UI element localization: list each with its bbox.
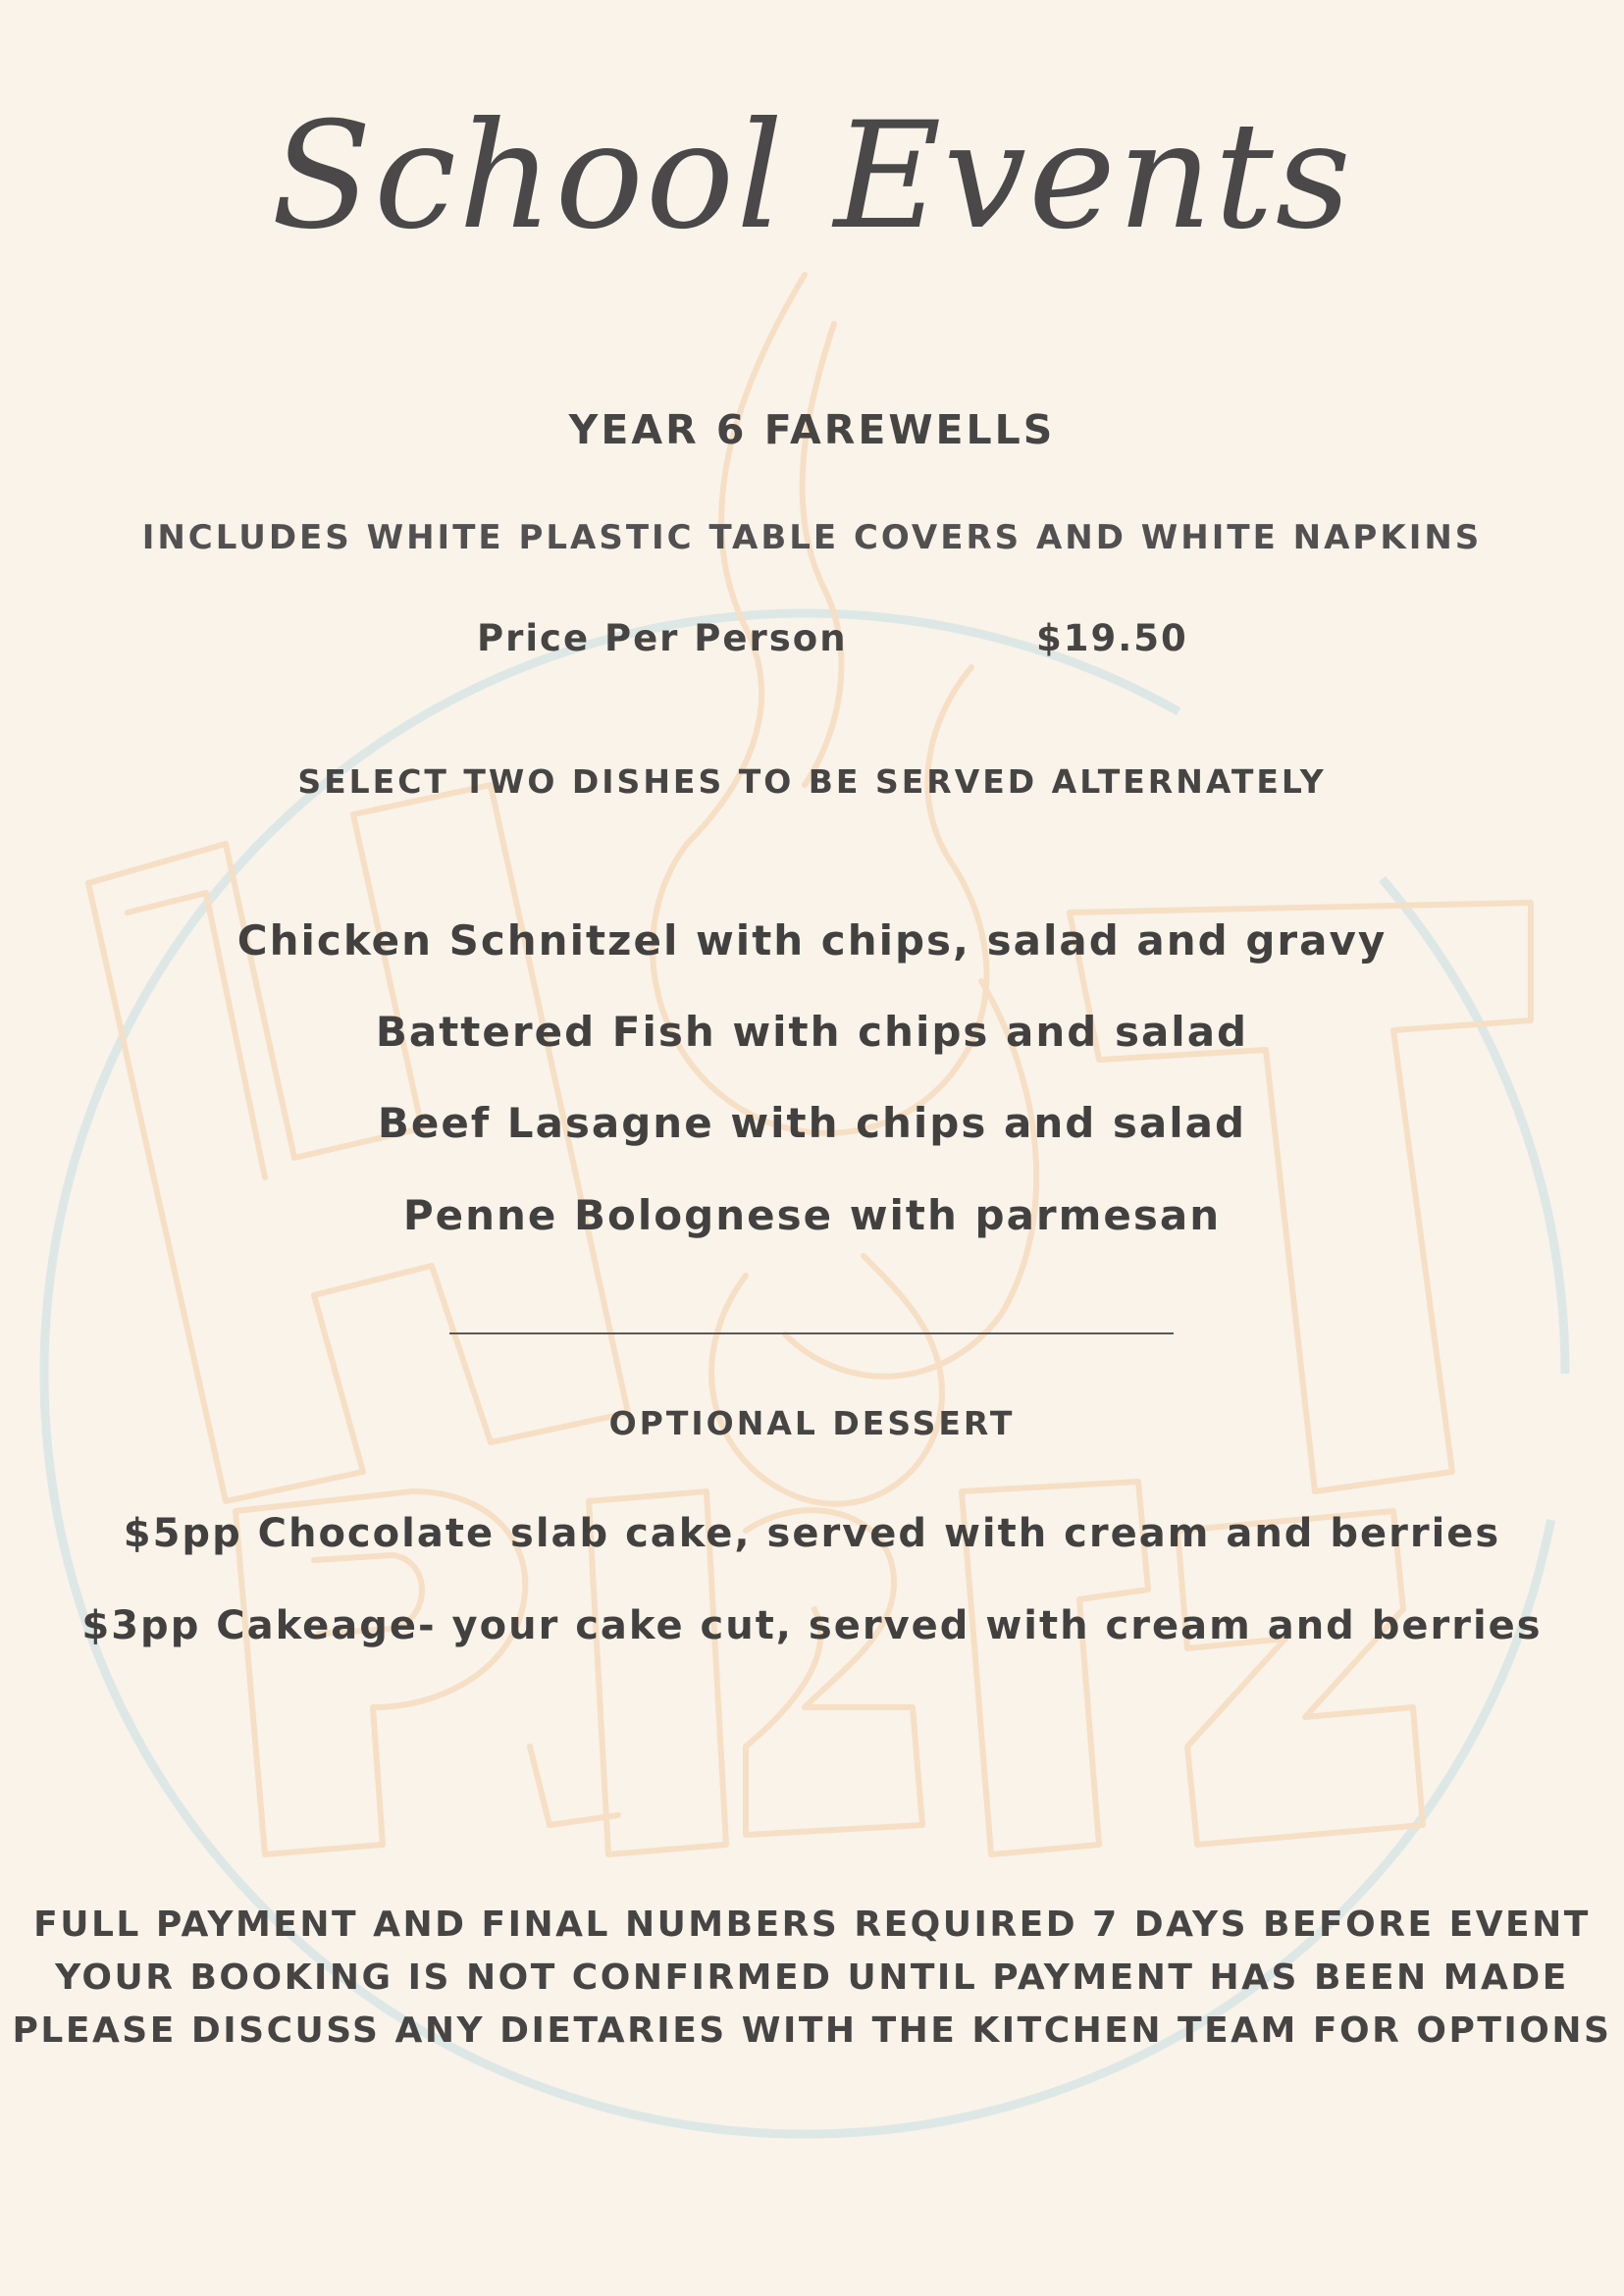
dish-item: Chicken Schnitzel with chips, salad and gravy <box>236 916 1388 965</box>
dessert-item: $3pp Cakeage- your cake cut, served with cream and berries <box>81 1603 1543 1648</box>
dish-item: Beef Lasagne with chips and salad <box>377 1099 1247 1147</box>
section-divider <box>449 1332 1174 1334</box>
dessert-heading: OPTIONAL DESSERT <box>608 1404 1016 1442</box>
price-value: $19.50 <box>1036 617 1188 659</box>
dessert-item: $5pp Chocolate slab cake, served with cream and berries <box>123 1511 1501 1556</box>
booking-notes <box>0 1899 1624 2058</box>
note-line: PLEASE DISCUSS ANY DIETARIES WITH THE KITCHEN TEAM FOR OPTIONS <box>12 2010 1612 2051</box>
price-row <box>0 617 1624 666</box>
dish-item: Penne Bolognese with parmesan <box>402 1191 1222 1239</box>
note-line: FULL PAYMENT AND FINAL NUMBERS REQUIRED 7 DAYS BEFORE EVENT <box>33 1905 1591 1945</box>
dish-item: Battered Fish with chips and salad <box>375 1008 1249 1056</box>
event-heading: YEAR 6 FAREWELLS <box>568 406 1056 453</box>
note-line: YOUR BOOKING IS NOT CONFIRMED UNTIL PAYMENT HAS BEEN MADE <box>55 1957 1569 1998</box>
page-title: School Events <box>271 91 1353 262</box>
includes-text: INCLUDES WHITE PLASTIC TABLE COVERS AND WHITE NAPKINS <box>141 518 1483 557</box>
select-instruction: SELECT TWO DISHES TO BE SERVED ALTERNATELY <box>297 762 1327 801</box>
price-label: Price Per Person <box>477 617 848 659</box>
